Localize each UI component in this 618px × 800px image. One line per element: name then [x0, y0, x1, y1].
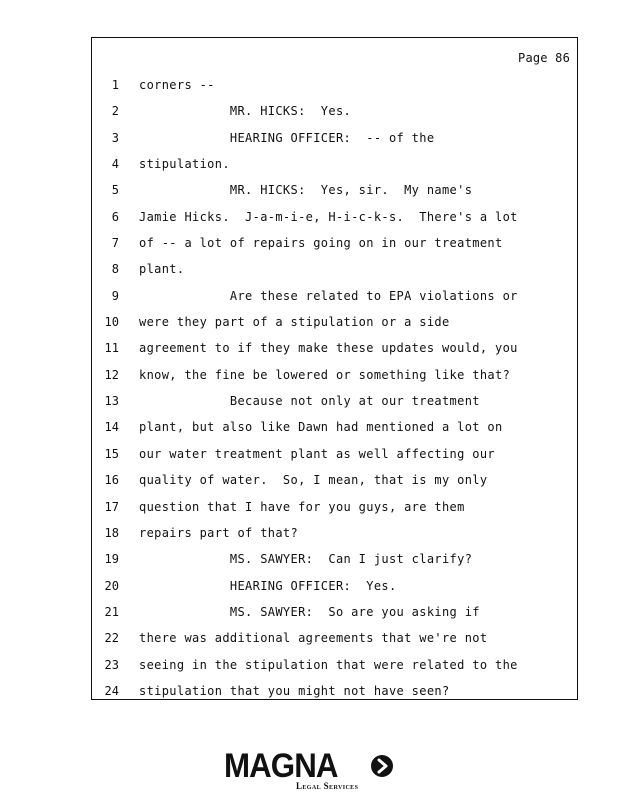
line-text: plant. — [139, 262, 185, 277]
transcript-line — [92, 652, 577, 678]
line-number: 11 — [104, 341, 119, 356]
transcript-line — [92, 230, 577, 256]
transcript-line — [92, 151, 577, 177]
transcript-line — [92, 204, 577, 230]
line-text: know, the fine be lowered or something like that? — [139, 367, 511, 382]
transcript-line — [92, 309, 577, 335]
line-number: 5 — [111, 183, 119, 198]
page-number: Page 86 — [518, 51, 570, 65]
line-number: 21 — [104, 604, 119, 619]
transcript-page — [91, 37, 578, 700]
line-text: of -- a lot of repairs going on in our treatment — [139, 236, 503, 251]
line-number: 23 — [104, 657, 119, 672]
line-number: 13 — [104, 394, 119, 409]
line-number: 22 — [104, 631, 119, 646]
transcript-line — [92, 573, 577, 599]
magna-logo — [224, 748, 396, 793]
transcript-line — [92, 125, 577, 151]
line-text: stipulation. — [139, 157, 230, 172]
line-text: MS. SAWYER: So are you asking if — [139, 604, 480, 619]
line-text: Jamie Hicks. J-a-m-i-e, H-i-c-k-s. There's a lot — [139, 209, 518, 224]
line-number: 3 — [111, 130, 119, 145]
line-text: plant, but also like Dawn had mentioned a lot on — [139, 420, 503, 435]
line-text: seeing in the stipulation that were related to the — [139, 657, 518, 672]
line-text: quality of water. So, I mean, that is my only — [139, 473, 488, 488]
line-number: 16 — [104, 473, 119, 488]
line-text: MR. HICKS: Yes, sir. My name's — [139, 183, 473, 198]
transcript-line — [92, 678, 577, 704]
line-text: there was additional agreements that we're not — [139, 631, 488, 646]
transcript-line — [92, 520, 577, 546]
line-number: 14 — [104, 420, 119, 435]
line-number: 8 — [111, 262, 119, 277]
line-text: MS. SAWYER: Can I just clarify? — [139, 552, 473, 567]
transcript-line — [92, 98, 577, 124]
transcript-line — [92, 599, 577, 625]
line-text: Are these related to EPA violations or — [139, 288, 518, 303]
line-text: were they part of a stipulation or a side — [139, 315, 450, 330]
line-number: 9 — [111, 288, 119, 303]
line-number: 10 — [104, 315, 119, 330]
transcript-line — [92, 388, 577, 414]
transcript-line — [92, 467, 577, 493]
line-number: 1 — [111, 78, 119, 92]
transcript-line — [92, 414, 577, 440]
line-text: stipulation that you might not have seen? — [139, 683, 450, 698]
transcript-line — [92, 494, 577, 520]
line-number: 15 — [104, 446, 119, 461]
line-number: 12 — [104, 367, 119, 382]
transcript-lines — [92, 72, 577, 704]
transcript-line — [92, 72, 577, 98]
line-number: 24 — [104, 683, 119, 698]
transcript-line — [92, 441, 577, 467]
line-text: HEARING OFFICER: Yes. — [139, 578, 397, 593]
transcript-line — [92, 256, 577, 282]
line-text: repairs part of that? — [139, 525, 299, 540]
line-number: 18 — [104, 525, 119, 540]
logo-wordmark: MAGNA — [224, 747, 338, 785]
line-text: MR. HICKS: Yes. — [139, 104, 352, 119]
line-text: question that I have for you guys, are them — [139, 499, 465, 514]
line-number: 4 — [111, 157, 119, 172]
line-number: 17 — [104, 499, 119, 514]
line-number: 20 — [104, 578, 119, 593]
line-number: 2 — [111, 104, 119, 119]
chevron-right-circle-icon — [370, 754, 394, 778]
transcript-line — [92, 625, 577, 651]
logo-subtitle: Legal Services — [296, 781, 359, 791]
transcript-line — [92, 283, 577, 309]
line-text: agreement to if they make these updates would, you — [139, 341, 518, 356]
line-text: Because not only at our treatment — [139, 394, 480, 409]
line-text: HEARING OFFICER: -- of the — [139, 130, 435, 145]
transcript-line — [92, 335, 577, 361]
line-number: 19 — [104, 552, 119, 567]
line-text: our water treatment plant as well affecting our — [139, 446, 496, 461]
transcript-line — [92, 546, 577, 572]
transcript-line — [92, 362, 577, 388]
line-number: 7 — [111, 236, 119, 251]
transcript-line — [92, 177, 577, 203]
line-text: corners -- — [139, 78, 215, 92]
line-number: 6 — [111, 209, 119, 224]
